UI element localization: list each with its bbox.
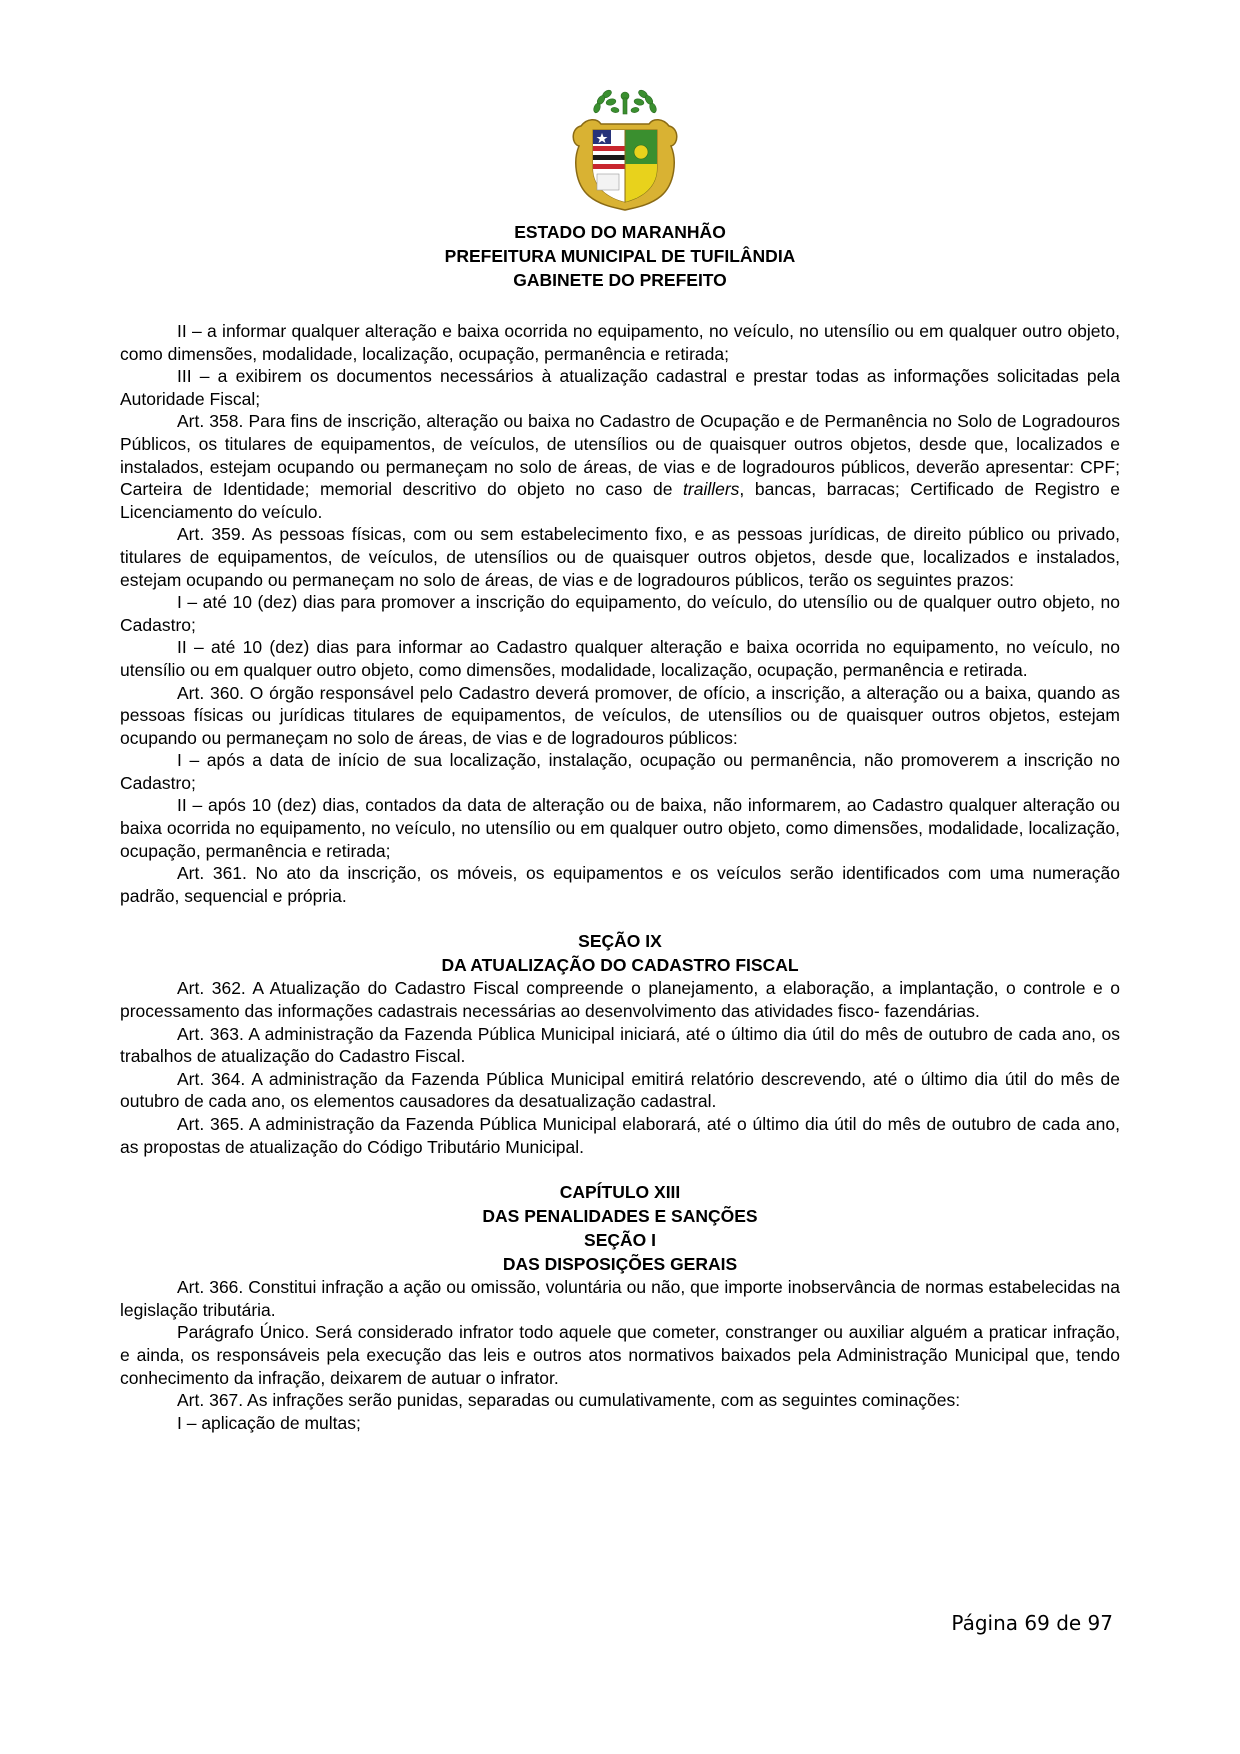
chapter-title: CAPÍTULO XIII: [559, 1182, 681, 1203]
section-subtitle: DA ATUALIZAÇÃO DO CADASTRO FISCAL: [441, 955, 799, 976]
header-prefecture: PREFEITURA MUNICIPAL DE TUFILÂNDIA: [444, 246, 796, 266]
header-state: ESTADO DO MARANHÃO: [514, 222, 726, 242]
document-body: [120, 320, 1120, 1434]
paragraph-art-364: Art. 364. A administração da Fazenda Pública Municipal emitirá relatório descrevendo, até o último dia útil do mês de outubro de cada ano, os elementos causadores da desatualização cadastral.: [120, 1068, 1120, 1112]
paragraph-art-360: Art. 360. O órgão responsável pelo Cadastro deverá promover, de ofício, a inscrição, a alteração ou a baixa, quando as pessoas físicas ou jurídicas titulares de equipamentos, de veículos, de utensílios ou de quaisquer outros objetos, estejam ocupando ou permaneçam no solo de áreas, de vias e de logradouros públicos:: [120, 682, 1120, 748]
header-cabinet: GABINETE DO PREFEITO: [513, 270, 727, 290]
paragraph-art-359: Art. 359. As pessoas físicas, com ou sem estabelecimento fixo, e as pessoas jurídicas, de direito público ou privado, titulares de equipamentos, de veículos, de utensílios ou de quaisquer outros objetos, desde que, localizados e instalados, estejam ocupando ou permaneçam no solo de áreas, de vias e de logradouros públicos, terão os seguintes prazos:: [120, 524, 1120, 590]
paragraph: I – após a data de início de sua localização, instalação, ocupação ou permanência, não promoverem a inscrição no Cadastro;: [120, 750, 1120, 793]
paragraph: I – até 10 (dez) dias para promover a inscrição do equipamento, do veículo, do utensílio ou de qualquer outro objeto, no Cadastro;: [120, 592, 1120, 635]
paragraph: II – a informar qualquer alteração e baixa ocorrida no equipamento, no veículo, no utensílio ou em qualquer outro objeto, como dimensões, modalidade, localização, ocupação, permanência e retirada;: [120, 321, 1120, 364]
paragraph-art-358: Art. 358. Para fins de inscrição, alteração ou baixa no Cadastro de Ocupação e de Permanência no Solo de Logradouros Públicos, os titulares de equipamentos, de veículos, de utensílios ou de quaisquer outros objetos, desde que, localizados e instalados, estejam ocupando ou permaneçam no solo de áreas, de vias e de logradouros públicos, deverão apresentar: CPF; Carteira de Identidade; memorial descritivo do objeto no caso de traillers, bancas, barracas; Certificado de Registro e Licenciamento do veículo.: [120, 411, 1120, 522]
paragraph-art-361: Art. 361. No ato da inscrição, os móveis, os equipamentos e os veículos serão identificados com uma numeração padrão, sequencial e própria.: [120, 863, 1120, 906]
section-subtitle: DAS DISPOSIÇÕES GERAIS: [502, 1254, 738, 1275]
chapter-subtitle: DAS PENALIDADES E SANÇÕES: [482, 1206, 758, 1227]
laurel-branches: [592, 89, 657, 114]
paragraph-art-366: Art. 366. Constitui infração a ação ou omissão, voluntária ou não, que importe inobservância de normas estabelecidas na legislação tributária.: [120, 1277, 1120, 1320]
section-title: SEÇÃO IX: [578, 931, 662, 952]
page-number: Página 69 de 97: [951, 1611, 1113, 1635]
document-header: [120, 220, 1120, 292]
paragraph: II – até 10 (dez) dias para informar ao Cadastro qualquer alteração e baixa ocorrida no equipamento, no veículo, no utensílio ou em qualquer outro objeto, como dimensões, modalidade, localização, ocupação, permanência e retirada.: [120, 637, 1120, 680]
paragraph-art-367: Art. 367. As infrações serão punidas, separadas ou cumulativamente, com as seguintes cominações:: [177, 1390, 961, 1411]
paragraph: II – após 10 (dez) dias, contados da data de alteração ou de baixa, não informarem, ao Cadastro qualquer alteração ou baixa ocorrida no equipamento, no veículo, no utensílio ou em qualquer outro objeto, como dimensões, modalidade, localização, ocupação, permanência e retirada;: [120, 795, 1120, 861]
paragraph: III – a exibirem os documentos necessários à atualização cadastral e prestar todas as informações solicitadas pela Autoridade Fiscal;: [120, 366, 1120, 409]
paragraph: I – aplicação de multas;: [177, 1412, 361, 1433]
coat-of-arms-icon: [567, 84, 683, 212]
italic-term: traillers: [683, 479, 740, 500]
section-title: SEÇÃO I: [584, 1230, 656, 1251]
paragraph-art-362: Art. 362. A Atualização do Cadastro Fiscal compreende o planejamento, a elaboração, a implantação, o controle e o processamento das informações cadastrais necessárias ao desenvolvimento das atividades fisco- fazendárias.: [120, 978, 1120, 1022]
paragraph-art-365: Art. 365. A administração da Fazenda Pública Municipal elaborará, até o último dia útil do mês de outubro de cada ano, as propostas de atualização do Código Tributário Municipal.: [120, 1114, 1120, 1157]
paragraph-sole: Parágrafo Único. Será considerado infrator todo aquele que cometer, constranger ou auxiliar alguém a praticar infração, e ainda, os responsáveis pela execução das leis e outros atos normativos baixados pela Administração Municipal que, tendo conhecimento da infração, deixarem de autuar o infrator.: [120, 1322, 1120, 1388]
paragraph-art-363: Art. 363. A administração da Fazenda Pública Municipal iniciará, até o último dia útil do mês de outubro de cada ano, os trabalhos de atualização do Cadastro Fiscal.: [120, 1023, 1120, 1067]
